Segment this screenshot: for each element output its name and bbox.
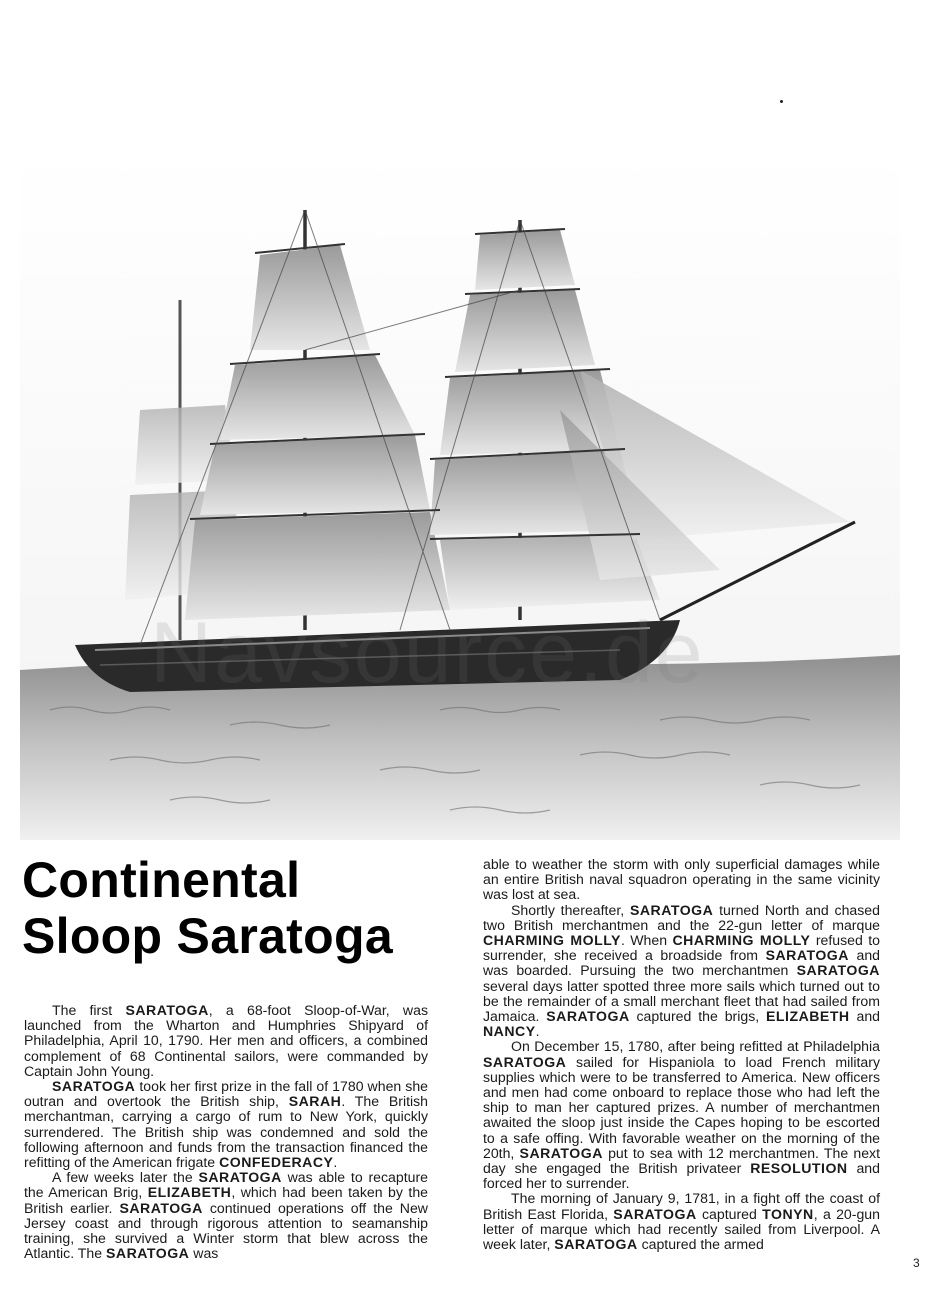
dust-speck (780, 100, 783, 103)
ship-illustration (20, 150, 900, 840)
paragraph: Shortly thereafter, SARATOGA turned North and chased two British merchantmen and the 22-gun letter of marque CHARMING MOLLY. When CHARMING MOLLY refused to surrender, she received a broadside from SARATOGA and was boarded. Pursuing the two merchantmen SARATOGA several days latter spotted three more sails which turned out to be the remainder of a small merchant fleet that had sailed from Jamaica. SARATOGA captured the brigs, ELIZABETH and NANCY. (483, 901, 881, 1040)
page-number: 3 (913, 1256, 920, 1270)
paragraph: able to weather the storm with only superficial damages while an entire British naval squadron operating in the same vicinity was lost at sea. (483, 856, 880, 903)
page-title (22, 852, 462, 964)
paragraph: The morning of January 9, 1781, in a fight off the coast of British East Florida, SARATOGA captured TONYN, a 20-gun letter of marque which had recently sailed from Liverpool. A week later, SARATOGA captured the armed (483, 1190, 880, 1253)
paragraph: SARATOGA took her first prize in the fall of 1780 when she outran and overtook the British ship, SARAH. The British merchantman, carrying a cargo of rum to New York, quickly surrendered. The British ship was condemned and sold the following afternoon and funds from the transaction financed the refitting of the American frigate CONFEDERACY. (24, 1078, 429, 1171)
paragraph: The first SARATOGA, a 68-foot Sloop-of-War, was launched from the Wharton and Humphries Shipyard of Philadelphia, April 10, 1790. Her men and officers, a combined complement of 68 Continental sailors, were commanded by Captain John Young. (24, 1002, 428, 1079)
title-line-2: Sloop Saratoga (22, 908, 393, 964)
ship-photograph (20, 150, 900, 840)
left-text-column (24, 1003, 428, 1261)
right-text-column (483, 857, 880, 1252)
paragraph: A few weeks later the SARATOGA was able to recapture the American Brig, ELIZABETH, which had been taken by the British earlier. SARATOGA continued operations off the New Jersey coast and through rigorous attention to seamanship training, she survived a Winter storm that blew across the Atlantic. The SARATOGA was (24, 1169, 428, 1262)
title-line-1: Continental (22, 852, 301, 908)
paragraph: On December 15, 1780, after being refitted at Philadelphia SARATOGA sailed for Hispaniola to load French military supplies which were to be transferred to America. New officers and men had come onboard to replace those who had left the ship to man her captured prizes. A number of merchantmen awaited the sloop just inside the Capes hoping to be escorted to a safe offing. With favorable weather on the morning of the 20th, SARATOGA put to sea with 12 merchantmen. The next day she engaged the British privateer RESOLUTION and forced her to surrender. (483, 1038, 881, 1192)
